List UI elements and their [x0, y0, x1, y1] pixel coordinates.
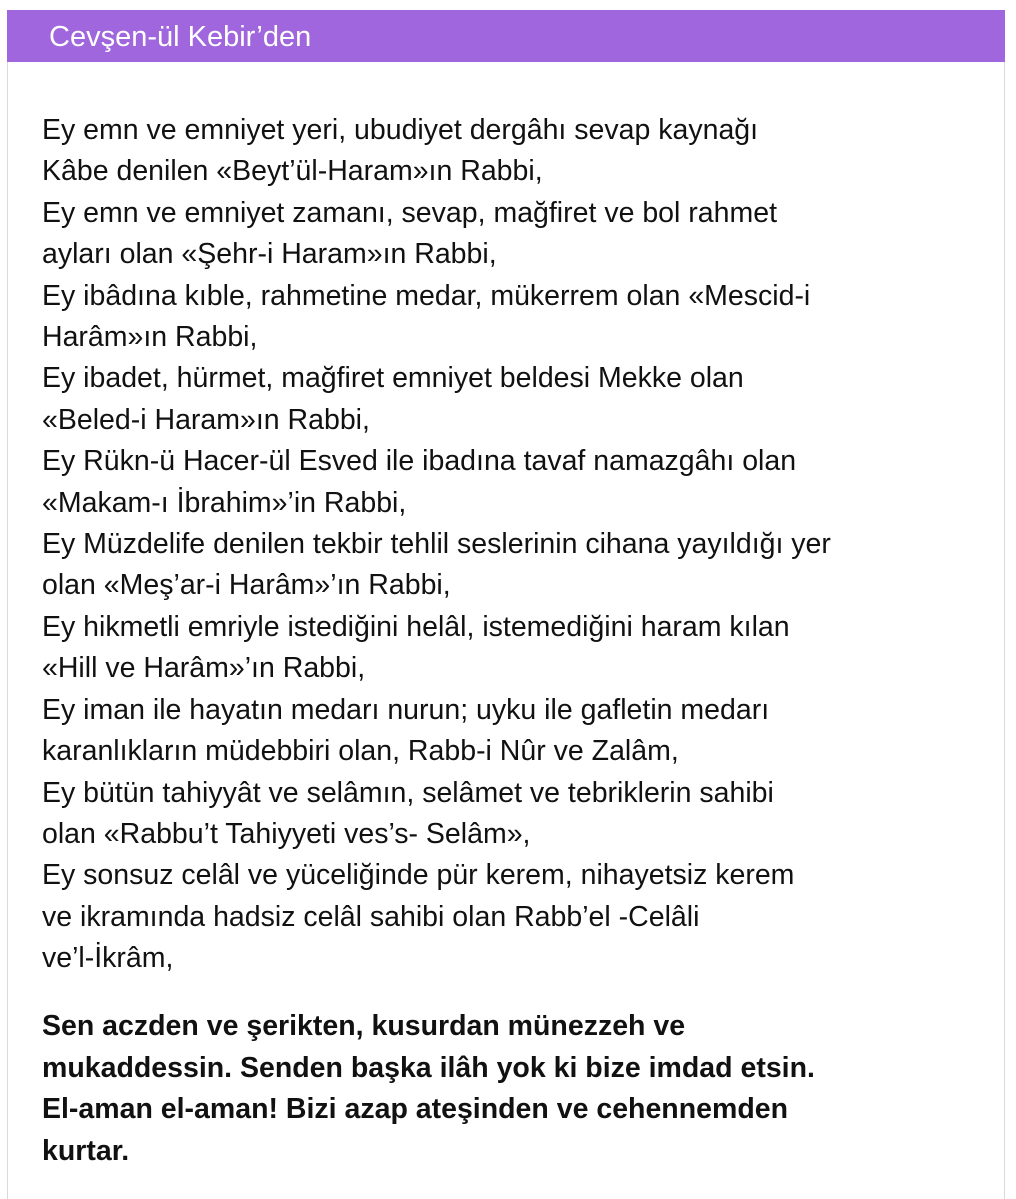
text-line: Ey Müzdelife denilen tekbir tehlil seslerinin cihana yayıldığı yer	[42, 528, 831, 561]
text-line: karanlıkların müdebbiri olan, Rabb-i Nûr ve Zalâm,	[42, 735, 679, 768]
text-line: Kâbe denilen «Beyt’ül-Haram»ın Rabbi,	[42, 155, 543, 188]
text-line: olan «Rabbu’t Tahiyyeti ves’s- Selâm»,	[42, 817, 531, 850]
closing-paragraph	[42, 1006, 992, 1172]
closing-line: Sen aczden ve şerikten, kusurdan münezzeh ve	[42, 1010, 686, 1042]
text-line: ve ikramında hadsiz celâl sahibi olan Rabb’el -Celâli	[42, 900, 700, 933]
text-line: Ey Rükn-ü Hacer-ül Esved ile ibadına tavaf namazgâhı olan	[42, 445, 797, 478]
text-line: Ey bütün tahiyyât ve selâmın, selâmet ve tebriklerin sahibi	[42, 776, 774, 809]
closing-line: kurtar.	[42, 1134, 130, 1167]
closing-line: El-aman el-aman! Bizi azap ateşinden ve cehennemden	[42, 1093, 788, 1125]
text-line: ayları olan «Şehr-i Haram»ın Rabbi,	[42, 238, 497, 271]
text-line: Ey emn ve emniyet zamanı, sevap, mağfiret ve bol rahmet	[42, 196, 777, 229]
text-line: olan «Meş’ar-i Harâm»’ın Rabbi,	[42, 569, 451, 602]
text-line: «Hill ve Harâm»’ın Rabbi,	[42, 652, 366, 685]
banner-title: Cevşen-ül Kebir’den	[49, 21, 312, 53]
closing-line: mukaddessin. Senden başka ilâh yok ki bize imdad etsin.	[42, 1051, 815, 1084]
text-line: Ey hikmetli emriyle istediğini helâl, istemediğini haram kılan	[42, 610, 790, 643]
text-line: Ey ibâdına kıble, rahmetine medar, mükerrem olan «Mescid-i	[42, 279, 811, 312]
text-line: «Makam-ı İbrahim»’in Rabbi,	[42, 486, 407, 519]
text-line: Ey ibadet, hürmet, mağfiret emniyet beldesi Mekke olan	[42, 362, 744, 395]
text-line: Ey sonsuz celâl ve yüceliğinde pür kerem, nihayetsiz kerem	[42, 859, 795, 892]
title-banner	[7, 10, 1005, 62]
prayer-text	[42, 110, 992, 980]
text-line: Ey iman ile hayatın medarı nurun; uyku ile gafletin medarı	[42, 693, 770, 726]
text-line: Ey emn ve emniyet yeri, ubudiyet dergâhı sevap kaynağı	[42, 114, 759, 146]
text-line: ve’l-İkrâm,	[42, 942, 174, 975]
text-line: Harâm»ın Rabbi,	[42, 321, 258, 354]
text-line: «Beled-i Haram»ın Rabbi,	[42, 403, 370, 436]
